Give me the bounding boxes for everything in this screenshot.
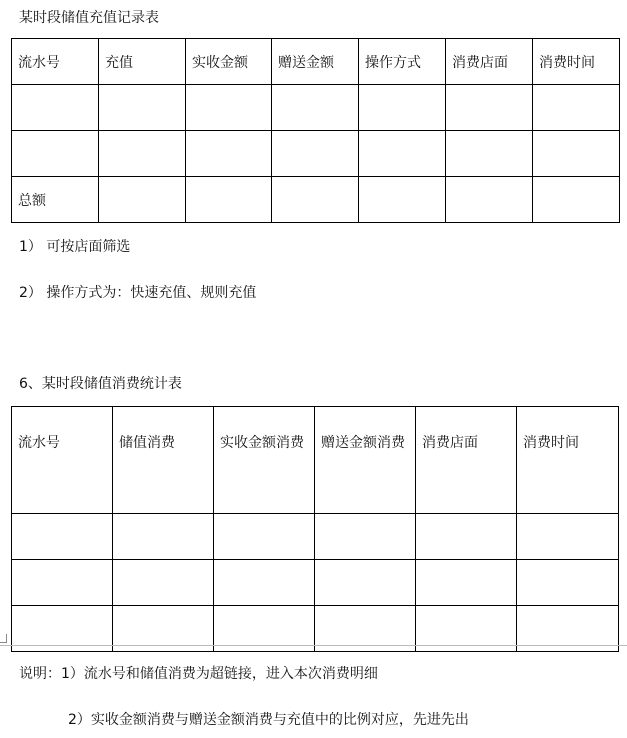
header-received-amount-consumption: 实收金额消费 bbox=[214, 407, 315, 514]
recharge-record-table bbox=[11, 38, 620, 223]
table1-title: 某时段储值充值记录表 bbox=[19, 10, 159, 26]
table-cell bbox=[214, 514, 315, 560]
table-cell bbox=[272, 131, 359, 177]
table-cell bbox=[416, 514, 517, 560]
table-cell bbox=[214, 560, 315, 606]
header-operation-method: 操作方式 bbox=[359, 39, 446, 85]
table-row bbox=[12, 131, 620, 177]
table-row bbox=[12, 514, 619, 560]
table2-title: 6、某时段储值消费统计表 bbox=[19, 376, 182, 392]
table-cell bbox=[517, 560, 619, 606]
table-cell bbox=[315, 560, 416, 606]
table-cell bbox=[12, 560, 113, 606]
header-received-amount: 实收金额 bbox=[186, 39, 272, 85]
table-cell bbox=[446, 177, 533, 223]
table-cell bbox=[359, 131, 446, 177]
header-serial-no: 流水号 bbox=[12, 407, 113, 514]
table-cell bbox=[533, 177, 620, 223]
page-divider bbox=[0, 645, 627, 646]
consumption-stats-table bbox=[11, 406, 619, 652]
table-cell bbox=[272, 177, 359, 223]
table-header-row bbox=[12, 39, 620, 85]
note-store-filter: 1） 可按店面筛选 bbox=[19, 239, 131, 255]
table-cell bbox=[186, 85, 272, 131]
table-cell bbox=[113, 560, 214, 606]
note-operation-methods: 2） 操作方式为：快速充值、规则充值 bbox=[19, 285, 257, 301]
table-cell bbox=[359, 177, 446, 223]
table-header-row bbox=[12, 407, 619, 514]
table-cell bbox=[272, 85, 359, 131]
table-cell bbox=[533, 85, 620, 131]
table-cell bbox=[416, 560, 517, 606]
explanation-ratio: 2）实收金额消费与赠送金额消费与充值中的比例对应，先进先出 bbox=[68, 712, 469, 728]
explanation-hyperlink: 说明：1）流水号和储值消费为超链接，进入本次消费明细 bbox=[19, 666, 378, 682]
header-time: 消费时间 bbox=[533, 39, 620, 85]
table-cell bbox=[99, 177, 186, 223]
table-cell bbox=[99, 131, 186, 177]
table-cell bbox=[12, 85, 99, 131]
table-cell bbox=[113, 514, 214, 560]
header-recharge: 充值 bbox=[99, 39, 186, 85]
table-cell bbox=[315, 514, 416, 560]
header-bonus-amount-consumption: 赠送金额消费 bbox=[315, 407, 416, 514]
header-bonus-amount: 赠送金额 bbox=[272, 39, 359, 85]
header-store: 消费店面 bbox=[416, 407, 517, 514]
table-row bbox=[12, 85, 620, 131]
table-row bbox=[12, 560, 619, 606]
table-cell bbox=[186, 177, 272, 223]
header-serial-no: 流水号 bbox=[12, 39, 99, 85]
total-label: 总额 bbox=[12, 177, 99, 223]
table-cell bbox=[359, 85, 446, 131]
table-cell bbox=[446, 131, 533, 177]
header-time: 消费时间 bbox=[517, 407, 619, 514]
table-cell bbox=[533, 131, 620, 177]
header-stored-value-consumption: 储值消费 bbox=[113, 407, 214, 514]
table-resize-handle[interactable] bbox=[0, 634, 7, 643]
table-cell bbox=[186, 131, 272, 177]
table-cell bbox=[446, 85, 533, 131]
table-cell bbox=[12, 514, 113, 560]
total-row bbox=[12, 177, 620, 223]
table-cell bbox=[517, 514, 619, 560]
header-store: 消费店面 bbox=[446, 39, 533, 85]
table-cell bbox=[12, 131, 99, 177]
table-cell bbox=[99, 85, 186, 131]
